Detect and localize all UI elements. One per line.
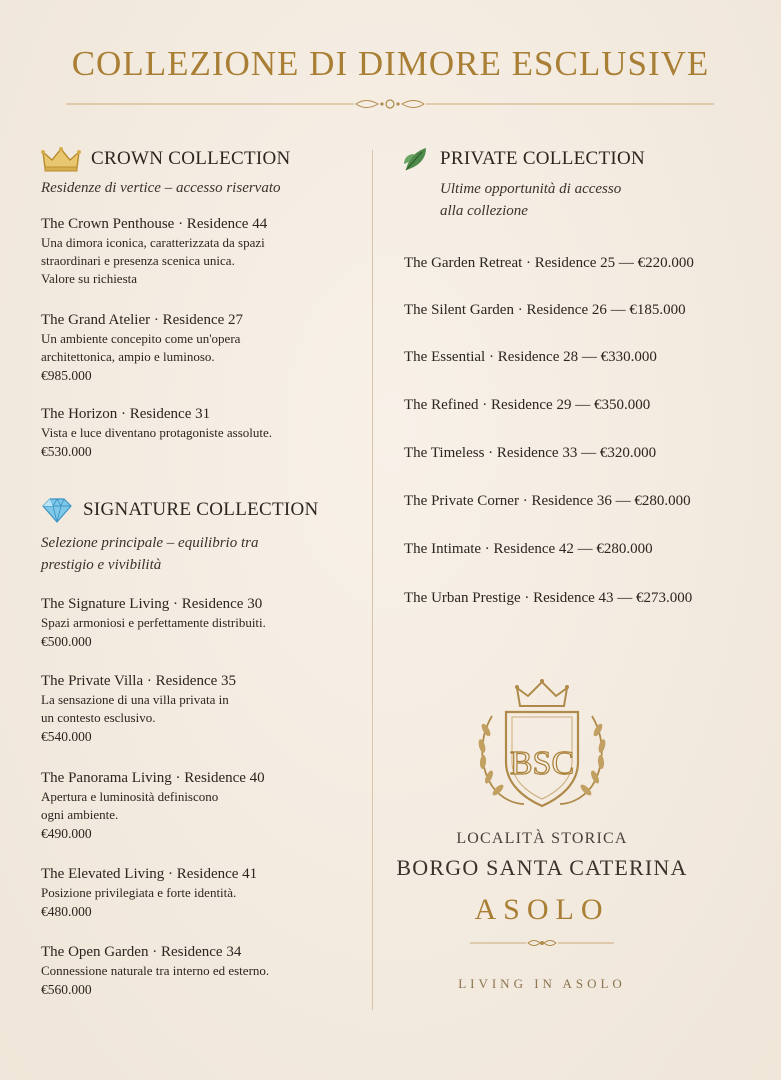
residence-description: architettonica, ampio e luminoso. bbox=[41, 349, 215, 364]
residence-description: La sensazione di una villa privata in bbox=[41, 692, 229, 707]
residence-price: €480.000 bbox=[41, 904, 92, 919]
crown-collection-subtitle: Residenze di vertice – accesso riservato bbox=[41, 180, 281, 196]
residence-name: The Private Villa · Residence 35 bbox=[41, 673, 237, 689]
list-item bbox=[41, 214, 351, 288]
list-item: The Urban Prestige · Residence 43 — €273.000 bbox=[404, 590, 693, 606]
residence-description: un contesto esclusivo. bbox=[41, 710, 156, 725]
list-item: The Silent Garden · Residence 26 — €185.000 bbox=[404, 302, 686, 318]
location-name: BORGO SANTA CATERINA bbox=[396, 855, 688, 880]
list-item: The Timeless · Residence 33 — €320.000 bbox=[404, 445, 657, 461]
residence-price: €560.000 bbox=[41, 982, 92, 997]
list-item: The Refined · Residence 29 — €350.000 bbox=[404, 397, 651, 413]
subtitle-line: alla collezione bbox=[440, 203, 528, 219]
residence-price: €540.000 bbox=[41, 729, 92, 744]
column-divider bbox=[372, 150, 373, 1010]
page-title: COLLEZIONE DI DIMORE ESCLUSIVE bbox=[71, 44, 710, 83]
signature-collection-subtitle bbox=[41, 532, 258, 576]
list-item bbox=[41, 404, 351, 461]
ornamental-divider bbox=[66, 97, 714, 111]
residence-name: The Signature Living · Residence 30 bbox=[41, 596, 263, 612]
private-collection-subtitle bbox=[440, 178, 621, 222]
list-item bbox=[41, 671, 351, 746]
private-collection-title: PRIVATE COLLECTION bbox=[440, 148, 646, 169]
crown-icon bbox=[41, 145, 81, 173]
list-item bbox=[41, 768, 351, 843]
ornamental-divider bbox=[470, 937, 614, 949]
subtitle-line: prestigio e vivibilità bbox=[41, 557, 162, 573]
list-item: The Essential · Residence 28 — €330.000 bbox=[404, 349, 657, 365]
residence-price: €985.000 bbox=[41, 368, 92, 383]
residence-price: €490.000 bbox=[41, 826, 92, 841]
residence-price: Valore su richiesta bbox=[41, 271, 138, 286]
residence-name: The Horizon · Residence 31 bbox=[41, 406, 211, 422]
subtitle-line: Ultime opportunità di accesso bbox=[440, 181, 622, 197]
residence-description: Una dimora iconica, caratterizzata da spazi bbox=[41, 235, 265, 250]
residence-description: straordinari e presenza scenica unica. bbox=[41, 253, 235, 268]
list-item: The Private Corner · Residence 36 — €280.000 bbox=[404, 493, 691, 509]
residence-description: Un ambiente concepito come un'opera bbox=[41, 331, 241, 346]
residence-price: €500.000 bbox=[41, 634, 92, 649]
location-city: ASOLO bbox=[474, 893, 610, 926]
residence-name: The Elevated Living · Residence 41 bbox=[41, 866, 258, 882]
residence-name: The Crown Penthouse · Residence 44 bbox=[41, 216, 268, 232]
residence-description: ogni ambiente. bbox=[41, 807, 119, 822]
residence-price: €530.000 bbox=[41, 444, 92, 459]
crest-monogram: BSC bbox=[509, 745, 575, 782]
signature-collection-heading bbox=[41, 496, 319, 524]
leaf-icon bbox=[402, 145, 430, 173]
list-item: The Garden Retreat · Residence 25 — €220.000 bbox=[404, 255, 694, 271]
list-item bbox=[41, 864, 351, 921]
residence-description: Spazi armoniosi e perfettamente distribuiti. bbox=[41, 615, 266, 630]
crown-collection-heading bbox=[41, 145, 291, 173]
list-item bbox=[41, 594, 351, 651]
residence-description: Apertura e luminosità definiscono bbox=[41, 789, 219, 804]
residence-description: Posizione privilegiata e forte identità. bbox=[41, 885, 237, 900]
list-item: The Intimate · Residence 42 — €280.000 bbox=[404, 541, 653, 557]
list-item bbox=[41, 942, 351, 999]
signature-collection-title: SIGNATURE COLLECTION bbox=[83, 499, 319, 520]
list-item bbox=[41, 310, 351, 385]
subtitle-line: Selezione principale – equilibrio tra bbox=[41, 535, 259, 551]
residence-name: The Panorama Living · Residence 40 bbox=[41, 770, 265, 786]
location-label: LOCALITÀ STORICA bbox=[456, 830, 628, 847]
residence-name: The Grand Atelier · Residence 27 bbox=[41, 312, 244, 328]
residence-name: The Open Garden · Residence 34 bbox=[41, 944, 242, 960]
diamond-icon bbox=[41, 496, 73, 524]
borgo-crest-logo bbox=[462, 676, 622, 818]
residence-description: Connessione naturale tra interno ed esterno. bbox=[41, 963, 270, 978]
tagline: LIVING IN ASOLO bbox=[458, 976, 626, 991]
crown-collection-title: CROWN COLLECTION bbox=[91, 148, 291, 169]
residence-description: Vista e luce diventano protagoniste assolute. bbox=[41, 425, 272, 440]
private-collection-heading bbox=[402, 145, 645, 173]
